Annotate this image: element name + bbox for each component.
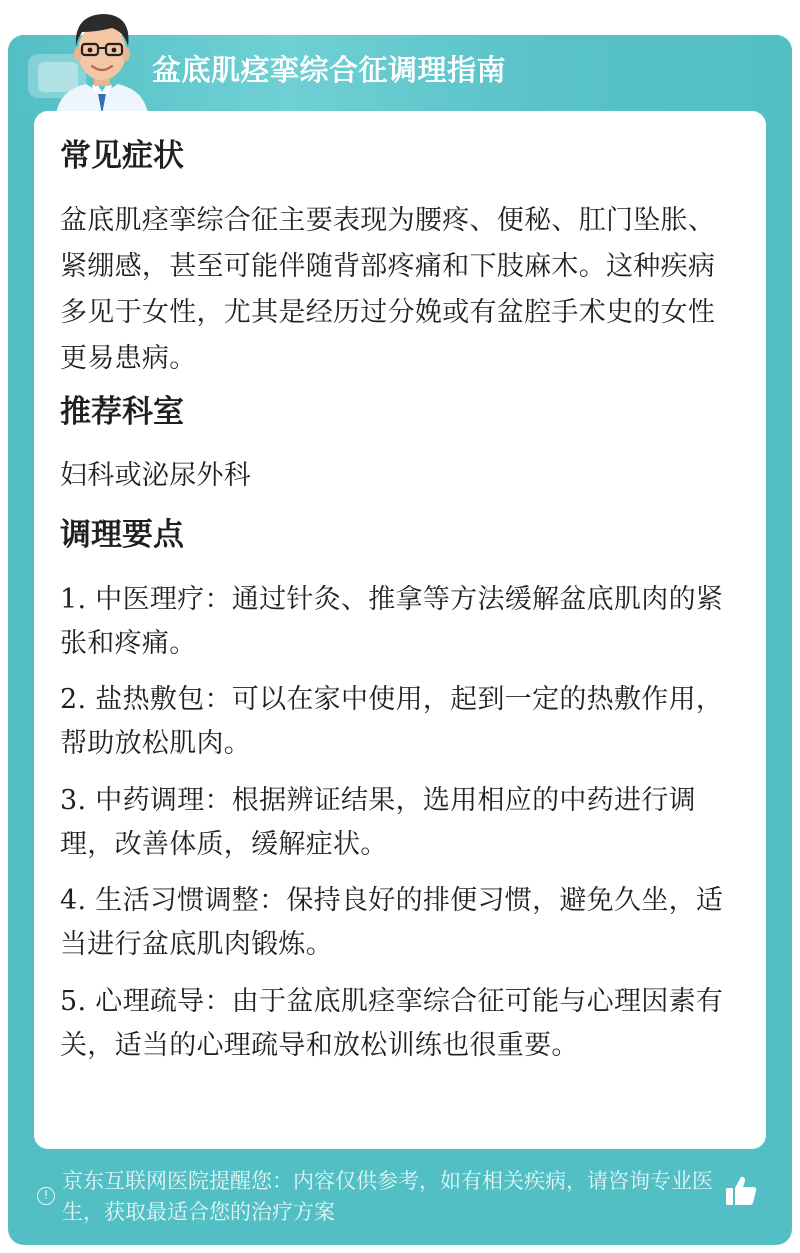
care-item-number: 4. (60, 885, 87, 916)
disclaimer-text: 京东互联网医院提醒您：内容仅供参考，如有相关疾病，请咨询专业医生，获取最适合您的治疗方案 (62, 1169, 713, 1224)
symptoms-text: 盆底肌痉挛综合征主要表现为腰疼、便秘、肛门坠胀、紧绷感，甚至可能伴随背部疼痛和下肢麻木。这种疾病多见于女性，尤其是经历过分娩或有盆腔手术史的女性更易患病。 (60, 205, 716, 374)
care-item-number: 1. (60, 584, 87, 615)
care-item-number: 3. (60, 785, 87, 816)
care-list-item (60, 578, 728, 666)
department-text: 妇科或泌尿外科 (60, 460, 252, 491)
care-item-text: 盐热敷包：可以在家中使用，起到一定的热敷作用，帮助放松肌肉。 (60, 684, 724, 759)
care-list-item (60, 678, 728, 766)
page-title: 盆底肌痉挛综合征调理指南 (152, 53, 507, 87)
section-heading-care: 调理要点 (60, 517, 184, 553)
care-item-text: 心理疏导：由于盆底肌痉挛综合征可能与心理因素有关，适当的心理疏导和放松训练也很重要。 (60, 986, 724, 1061)
info-icon: ! (37, 1187, 55, 1205)
care-item-number: 2. (60, 684, 87, 715)
section-heading-department: 推荐科室 (60, 394, 184, 430)
care-list-item (60, 879, 728, 967)
care-item-number: 5. (60, 986, 87, 1017)
doctor-avatar-icon (46, 2, 158, 114)
thumbs-up-icon[interactable] (722, 1172, 760, 1210)
care-item-text: 生活习惯调整：保持良好的排便习惯，避免久坐，适当进行盆底肌肉锻炼。 (60, 885, 724, 960)
care-item-text: 中医理疗：通过针灸、推拿等方法缓解盆底肌肉的紧张和疼痛。 (60, 584, 724, 659)
care-item-text: 中药调理：根据辨证结果，选用相应的中药进行调理，改善体质，缓解症状。 (60, 785, 696, 860)
section-heading-symptoms: 常见症状 (60, 138, 184, 174)
care-list-item (60, 980, 728, 1068)
care-list-item (60, 779, 728, 867)
